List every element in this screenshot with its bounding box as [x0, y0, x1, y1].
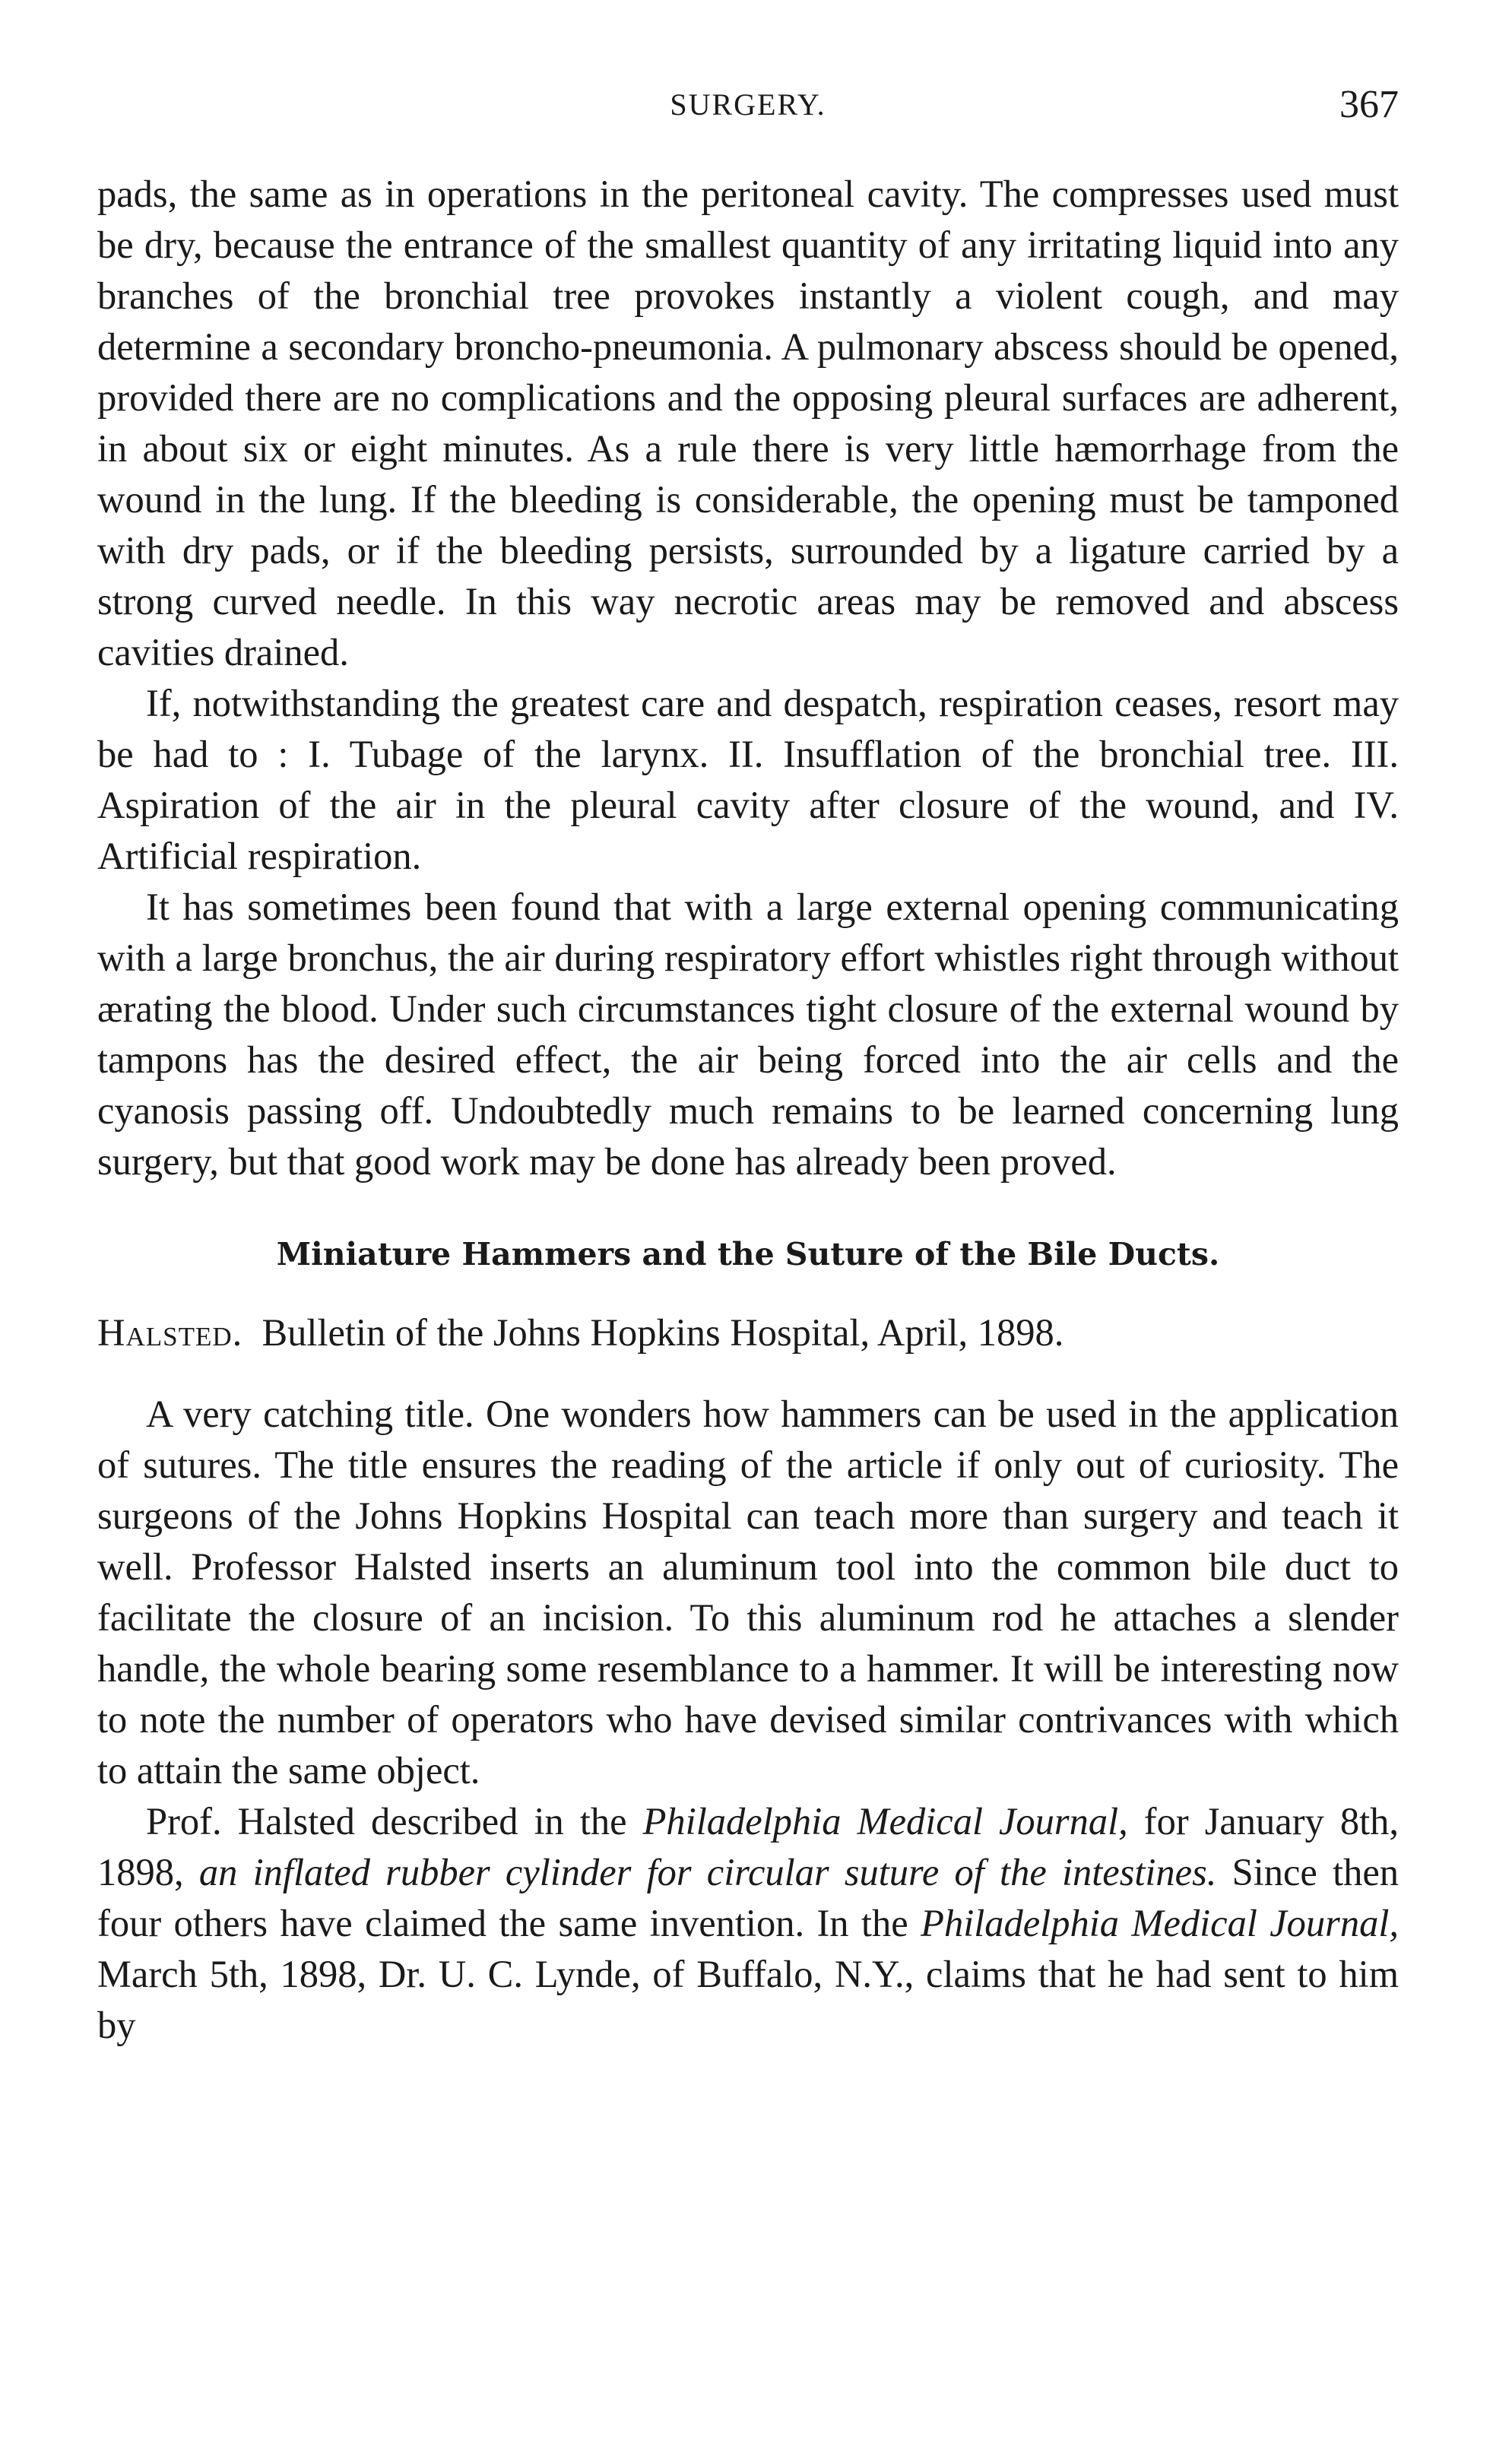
section-title: Miniature Hammers and the Suture of the Bile Ducts. — [276, 1236, 1220, 1272]
text-run: March 5th, 1898, Dr. U. C. Lynde, of Buffalo, N.Y., claims that he had sent to him by — [97, 1953, 1399, 2046]
citation — [97, 1307, 1399, 1358]
paragraph-respiration-ceases: If, notwithstanding the greatest care and despatch, respiration ceases, resort may be had to : I. Tubage of the larynx. II. Insufflation of the bronchial tree. III. Aspiration of the air in the pleural cavity after closure of the wound, and IV. Artificial respiration. — [97, 682, 1399, 877]
body-text — [97, 169, 1399, 2051]
page-number: 367 — [1339, 83, 1399, 126]
text-run: Since then four others have claimed the same invention. In the — [97, 1851, 1399, 1944]
paragraph-lung-surgery-compresses: pads, the same as in operations in the peritoneal cavity. The compresses used must be dry, because the entrance of the smallest quantity of any irritating liquid into any branches of the bronchial tree provokes instantly a violent cough, and may determine a secondary broncho-pneumonia. A pulmonary abscess should be opened, provided there are no complications and the opposing pleural surfaces are adherent, in about six or eight minutes. As a rule there is very little hæmorrhage from the wound in the lung. If the bleeding is considerable, the opening must be tamponed with dry pads, or if the bleeding persists, surrounded by a ligature carried by a strong curved needle. In this way necrotic areas may be removed and abscess cavities drained. — [97, 173, 1399, 673]
citation-source: Bulletin of the Johns Hopkins Hospital, April, 1898. — [262, 1311, 1064, 1354]
journal-title-italic: Philadelphia Medical Journal, — [642, 1800, 1128, 1843]
paragraph-catching-title: A very catching title. One wonders how hammers can be used in the application of sutures. The title ensures the reading of the article if only out of curiosity. The surgeons of the Johns Hopkins Hospital can teach more than surgery and teach it well. Professor Halsted inserts an aluminum tool into the common bile duct to facilitate the closure of an incision. To this aluminum rod he attaches a slender handle, the whole bearing some resemblance to a hammer. It will be interesting now to note the number of operators who have devised similar contrivances with which to attain the same object. — [97, 1393, 1399, 1792]
running-head: SURGERY. — [670, 87, 826, 122]
paragraph-halsted-described — [97, 1796, 1399, 2051]
paragraph-external-opening: It has sometimes been found that with a large external opening communicating with a large bronchus, the air during respiratory effort whistles right through without ærating the blood. Under such circumstances tight closure of the external wound by tampons has the desired effect, the air being forced into the air cells and the cyanosis passing off. Undoubtedly much remains to be learned concerning lung surgery, but that good work may be done has already been proved. — [97, 886, 1399, 1183]
citation-author: Halsted. — [97, 1311, 243, 1354]
text-run: for January 8th, 1898, — [97, 1800, 1399, 1893]
invention-title-italic: an inflated rubber cylinder for circular suture of the intestines. — [198, 1851, 1217, 1893]
text-run: Prof. Halsted described in the — [146, 1800, 643, 1843]
page-header — [97, 82, 1399, 128]
journal-title-italic: Philadelphia Medical Journal, — [921, 1902, 1399, 1944]
